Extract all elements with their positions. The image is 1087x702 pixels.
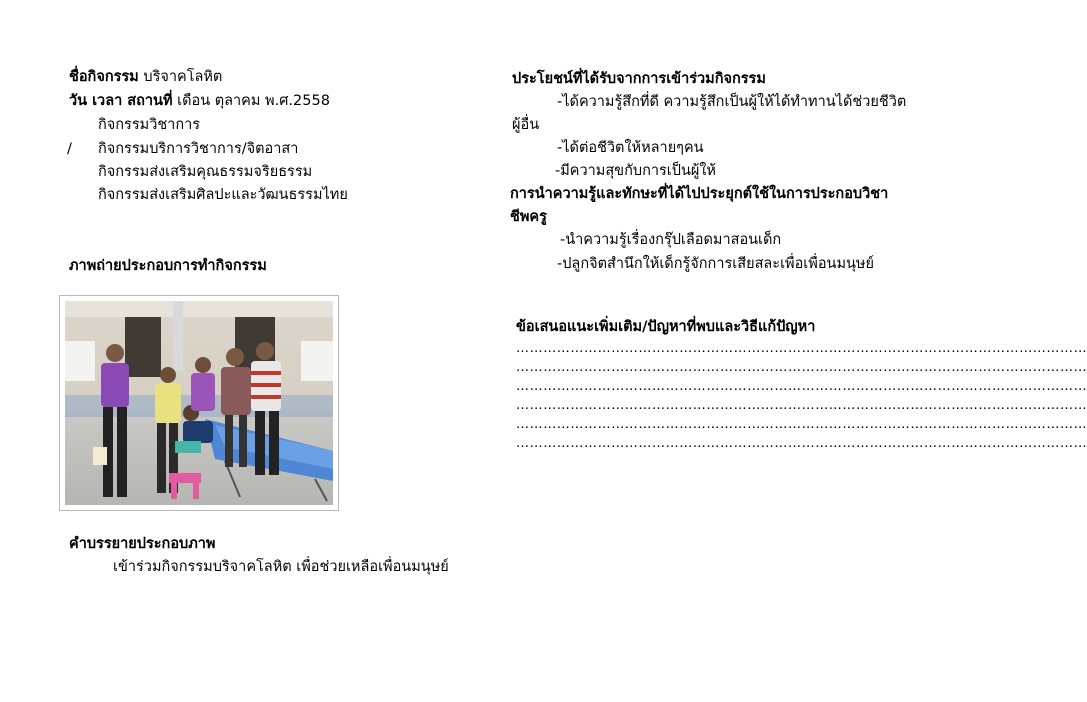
dotted-answer-line: ……………………………………………………………………………………………………………… [516, 436, 1087, 451]
category-academic: กิจกรรมวิชาการ [98, 117, 201, 133]
suggestion-heading: ข้อเสนอแนะเพิ่มเติม/ปัญหาที่พบและวิธีแก้ปัญหา [516, 319, 816, 335]
dotted-answer-line: ……………………………………………………………………………………………………………… [516, 398, 1087, 413]
caption-heading: คำบรรยายประกอบภาพ [69, 536, 216, 552]
dotted-answer-line: ……………………………………………………………………………………………………………… [516, 360, 1087, 375]
activity-photo-frame [59, 295, 339, 511]
application-heading: การนำความรู้และทักษะที่ได้ไปประยุกต์ใช้ในการประกอบวิชา [510, 186, 889, 202]
application-item-2: -ปลูกจิตสำนึกให้เด็กรู้จักการเสียสละเพื่อเพื่อนมนุษย์ [557, 256, 874, 272]
date-place-line [69, 90, 330, 112]
activity-photo [65, 301, 333, 505]
category-volunteer-service: กิจกรรมบริการวิชาการ/จิตอาสา [98, 141, 299, 157]
caption-text: เข้าร่วมกิจกรรมบริจาคโลหิต เพื่อช่วยเหลือเพื่อนมนุษย์ [113, 559, 449, 575]
date-place-value: เดือน ตุลาคม พ.ศ.2558 [172, 93, 330, 109]
benefits-heading: ประโยชน์ที่ได้รับจากการเข้าร่วมกิจกรรม [512, 71, 766, 87]
benefit-item-2: -ได้ต่อชีวิตให้หลายๆคน [557, 140, 704, 156]
benefit-item-1-continued: ผู้อื่น [512, 117, 540, 133]
benefit-item-1: -ได้ความรู้สึกที่ดี ความรู้สึกเป็นผู้ให้ได้ทำทานได้ช่วยชีวิต [557, 94, 907, 110]
photo-heading: ภาพถ่ายประกอบการทำกิจกรรม [69, 258, 267, 274]
category-morality: กิจกรรมส่งเสริมคุณธรรมจริยธรรม [98, 164, 313, 180]
date-place-label: วัน เวลา สถานที่ [69, 93, 173, 109]
category-arts-culture: กิจกรรมส่งเสริมศิลปะและวัฒนธรรมไทย [98, 187, 348, 203]
dotted-answer-line: ……………………………………………………………………………………………………………… [516, 417, 1087, 432]
benefit-item-3: -มีความสุขกับการเป็นผู้ให้ [555, 163, 716, 179]
dotted-answer-line: ……………………………………………………………………………………………………………… [516, 341, 1087, 356]
dotted-answer-line: ……………………………………………………………………………………………………………… [516, 379, 1087, 394]
application-item-1: -นำความรู้เรื่องกรุ๊ปเลือดมาสอนเด็ก [560, 232, 782, 248]
activity-name-value: บริจาคโลหิต [138, 69, 223, 85]
activity-name-line [69, 66, 222, 88]
category-check-mark: / [67, 141, 72, 157]
activity-name-label: ชื่อกิจกรรม [69, 69, 139, 85]
application-heading-continued: ชีพครู [510, 209, 547, 225]
